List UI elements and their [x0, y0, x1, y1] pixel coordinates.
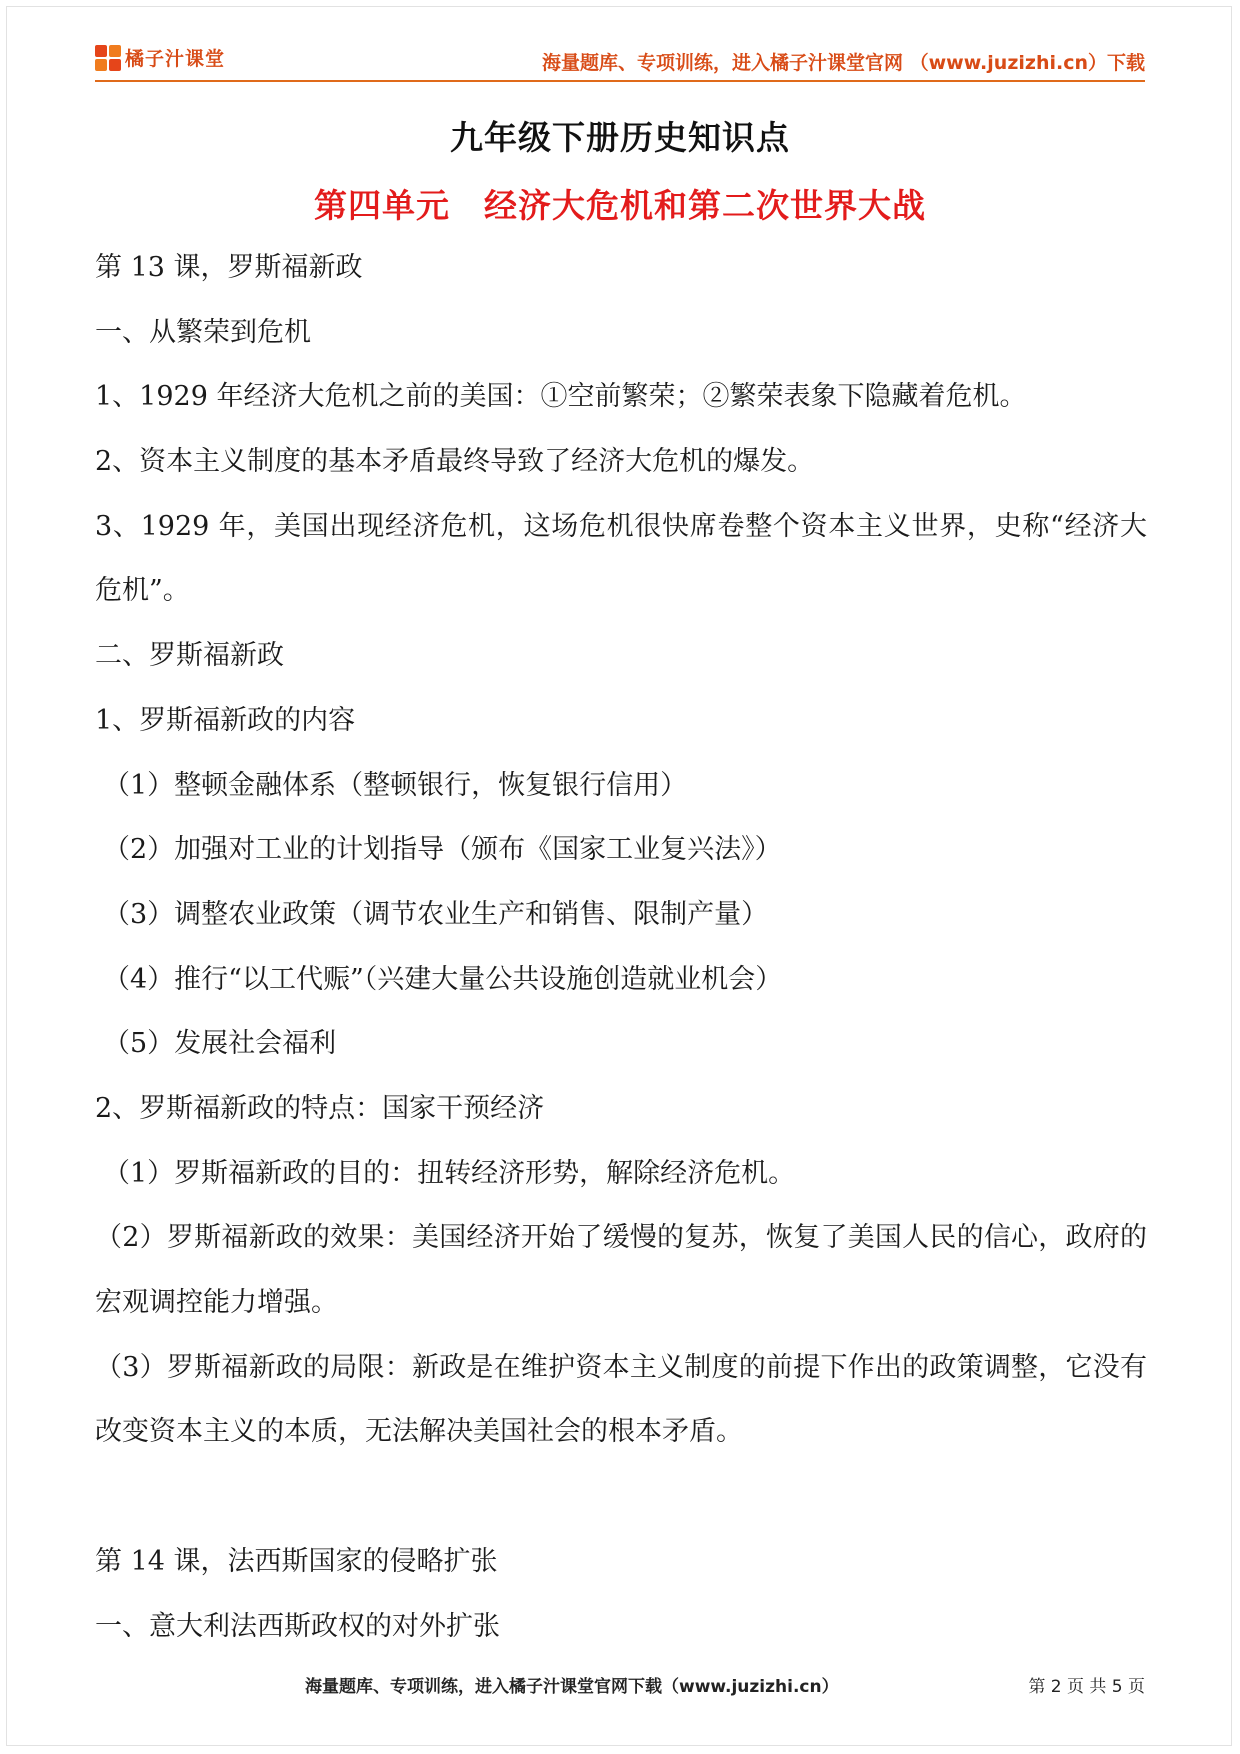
- list-item: （2）加强对工业的计划指导（颁布《国家工业复兴法》）: [103, 834, 782, 866]
- lesson-heading: 第 13 课，罗斯福新政: [95, 252, 363, 283]
- header-slogan[interactable]: 海量题库、专项训练，进入橘子汁课堂官网 （www.juzizhi.cn）下载: [542, 52, 1145, 74]
- section-heading: 一、从繁荣到危机: [95, 316, 311, 348]
- list-item: （2）罗斯福新政的效果：美国经济开始了缓慢的复苏，恢复了美国人民的信心，政府的宏观调控能力增强。: [95, 1222, 1147, 1319]
- list-item: （4）推行“以工代赈”（兴建大量公共设施创造就业机会）: [103, 963, 783, 995]
- paragraph: 2、罗斯福新政的特点：国家干预经济: [95, 1092, 545, 1124]
- section-heading: 一、意大利法西斯政权的对外扩张: [95, 1610, 500, 1642]
- list-item: （1）整顿金融体系（整顿银行，恢复银行信用）: [103, 769, 688, 801]
- paragraph: 2、资本主义制度的基本矛盾最终导致了经济大危机的爆发。: [95, 446, 815, 478]
- brand-name: 橘子汁课堂: [125, 48, 226, 70]
- lesson-heading: 第 14 课，法西斯国家的侵略扩张: [95, 1546, 498, 1578]
- paragraph: 1、罗斯福新政的内容: [95, 704, 356, 736]
- list-item: （3）调整农业政策（调节农业生产和销售、限制产量）: [103, 898, 769, 930]
- page-footer: [0, 1672, 1240, 1702]
- paragraph: 3、1929 年，美国出现经济危机，这场危机很快席卷整个资本主义世界，史称“经济大危机”。: [95, 510, 1147, 607]
- brand-logo-icon: [95, 45, 121, 71]
- list-item: （5）发展社会福利: [103, 1028, 337, 1060]
- footer-slogan[interactable]: 海量题库、专项训练，进入橘子汁课堂官网下载（www.juzizhi.cn）: [305, 1677, 839, 1697]
- unit-title: 第四单元 经济大危机和第二次世界大战: [314, 186, 926, 225]
- spacer: [95, 1465, 1147, 1530]
- list-item: （3）罗斯福新政的局限：新政是在维护资本主义制度的前提下作出的政策调整，它没有改变资本主义的本质，无法解决美国社会的根本矛盾。: [95, 1351, 1147, 1448]
- page-header: [95, 40, 1145, 82]
- brand[interactable]: [95, 44, 225, 71]
- section-heading: 二、罗斯福新政: [95, 640, 284, 672]
- document-title: 九年级下册历史知识点: [450, 118, 790, 157]
- document-body: [95, 236, 1147, 1660]
- page-number: 第 2 页 共 5 页: [1028, 1677, 1145, 1697]
- paragraph: 1、1929 年经济大危机之前的美国：①空前繁荣；②繁荣表象下隐藏着危机。: [95, 381, 1027, 413]
- list-item: （1）罗斯福新政的目的：扭转经济形势，解除经济危机。: [103, 1157, 796, 1189]
